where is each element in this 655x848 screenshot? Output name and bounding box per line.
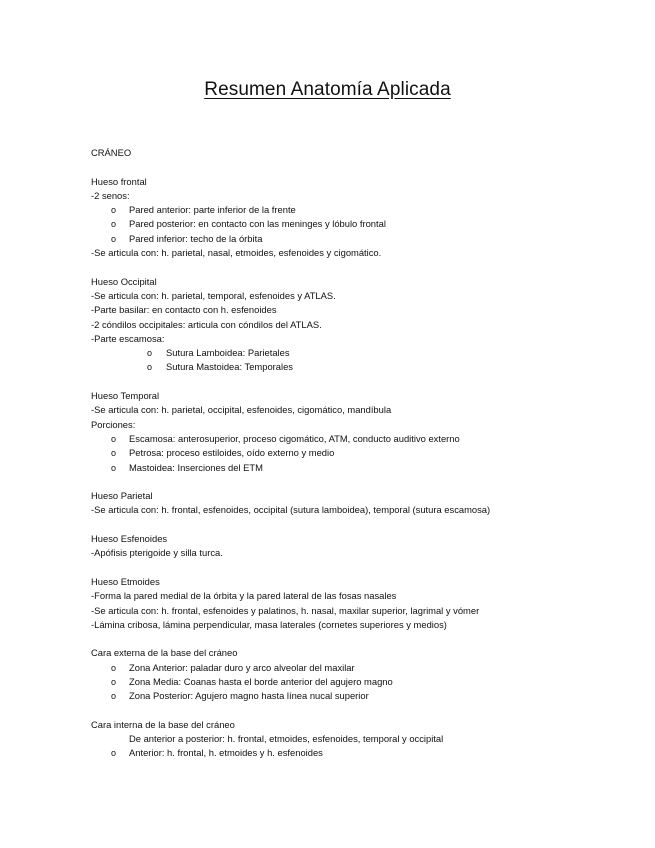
heading-cara-externa: Cara externa de la base del cráneo bbox=[91, 647, 238, 659]
bullet-item: o Mastoidea: Inserciones del ETM bbox=[91, 461, 611, 475]
text-line: Porciones: bbox=[91, 418, 136, 430]
bullet-icon: o bbox=[111, 448, 117, 459]
section-heading-craneo: CRÁNEO bbox=[91, 147, 132, 158]
text-line: -Parte basilar: en contacto con h. esfenoides bbox=[91, 304, 277, 316]
text-line: -Se articula con: h. frontal, esfenoides, occipital (sutura lamboidea), temporal (sutura escamosa) bbox=[91, 504, 491, 516]
bullet-item: o Zona Media: Coanas hasta el borde anterior del agujero magno bbox=[91, 675, 611, 689]
bullet-icon: o bbox=[111, 662, 117, 673]
heading-hueso-parietal: Hueso Parietal bbox=[91, 490, 153, 502]
text-line: -Parte escamosa: bbox=[91, 332, 165, 344]
text-line: De anterior a posterior: h. frontal, etmoides, esfenoides, temporal y occipital bbox=[129, 733, 444, 745]
bullet-item: o Pared inferior: techo de la órbita bbox=[91, 232, 611, 246]
bullet-item: o Sutura Lamboidea: Parietales bbox=[91, 346, 611, 360]
bullet-icon: o bbox=[111, 233, 117, 244]
bullet-icon: o bbox=[147, 362, 153, 373]
heading-hueso-etmoides: Hueso Etmoides bbox=[91, 575, 160, 587]
bullet-item: o Pared posterior: en contacto con las meninges y lóbulo frontal bbox=[91, 217, 611, 231]
bullet-icon: o bbox=[111, 462, 117, 473]
bullet-icon: o bbox=[111, 433, 117, 444]
bullet-item: o Escamosa: anterosuperior, proceso cigomático, ATM, conducto auditivo externo bbox=[91, 432, 611, 446]
bullet-item: o Zona Posterior: Agujero magno hasta línea nucal superior bbox=[91, 689, 611, 703]
bullet-item: o Zona Anterior: paladar duro y arco alveolar del maxilar bbox=[91, 661, 611, 675]
bullet-icon: o bbox=[111, 691, 117, 702]
bullet-icon: o bbox=[147, 348, 153, 359]
text-line: -Se articula con: h. parietal, occipital, esfenoides, cigomático, mandíbula bbox=[91, 404, 392, 416]
bullet-icon: o bbox=[111, 676, 117, 687]
heading-hueso-esfenoides: Hueso Esfenoides bbox=[91, 533, 168, 545]
bullet-item: o Petrosa: proceso estiloides, oído externo y medio bbox=[91, 446, 611, 460]
text-line: -Se articula con: h. parietal, temporal, esfenoides y ATLAS. bbox=[91, 289, 336, 301]
heading-hueso-occipital: Hueso Occipital bbox=[91, 275, 157, 287]
text-line: -Lámina cribosa, lámina perpendicular, masa laterales (cornetes superiores y medios) bbox=[91, 618, 447, 630]
bullet-icon: o bbox=[111, 219, 117, 230]
text-line: -Se articula con: h. frontal, esfenoides y palatinos, h. nasal, maxilar superior, lagrimal y vómer bbox=[91, 604, 480, 616]
bullet-item: o Sutura Mastoidea: Temporales bbox=[91, 360, 611, 374]
heading-hueso-temporal: Hueso Temporal bbox=[91, 390, 160, 402]
text-line: -Se articula con: h. parietal, nasal, etmoides, esfenoides y cigomático. bbox=[91, 247, 382, 259]
heading-cara-interna: Cara interna de la base del cráneo bbox=[91, 718, 235, 730]
text-line: -2 cóndilos occipitales: articula con cóndilos del ATLAS. bbox=[91, 318, 322, 330]
text-line: -2 senos: bbox=[91, 189, 130, 201]
text-line: -Apófisis pterigoide y silla turca. bbox=[91, 547, 223, 559]
heading-hueso-frontal: Hueso frontal bbox=[91, 175, 147, 187]
bullet-item: o Anterior: h. frontal, h. etmoides y h. esfenoides bbox=[91, 746, 611, 760]
document-body bbox=[91, 146, 611, 761]
bullet-icon: o bbox=[111, 205, 117, 216]
text-line: -Forma la pared medial de la órbita y la pared lateral de las fosas nasales bbox=[91, 590, 397, 602]
bullet-icon: o bbox=[111, 748, 117, 759]
bullet-item: o Pared anterior: parte inferior de la frente bbox=[91, 203, 611, 217]
page-title: Resumen Anatomía Aplicada bbox=[204, 79, 451, 100]
